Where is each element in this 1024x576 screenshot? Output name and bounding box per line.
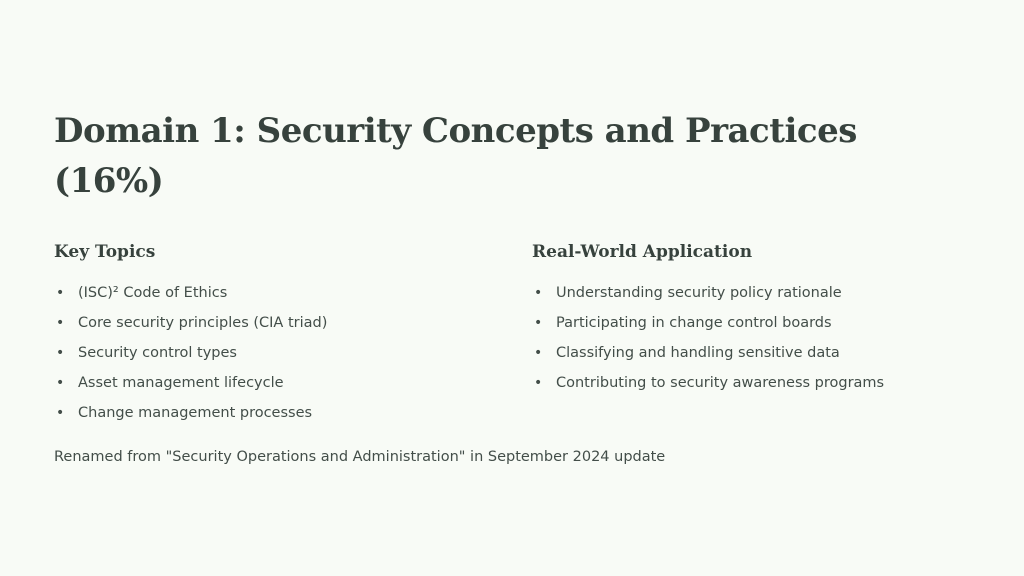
list-item-text: (ISC)² Code of Ethics [78, 285, 228, 301]
bullet-icon: • [534, 375, 543, 391]
list-item [532, 368, 972, 398]
list-item [54, 278, 484, 308]
slide-title: Domain 1: Security Concepts and Practices (16%) [54, 111, 857, 201]
list-item [54, 338, 484, 368]
bullet-icon: • [56, 345, 65, 361]
list-item-text: Asset management lifecycle [78, 375, 284, 391]
bullet-icon: • [534, 345, 543, 361]
key-topics-column [54, 240, 484, 428]
bullet-icon: • [56, 315, 65, 331]
bullet-icon: • [534, 285, 543, 301]
list-item [532, 338, 972, 368]
list-item-text: Change management processes [78, 405, 313, 421]
real-world-column [532, 240, 972, 398]
real-world-heading: Real-World Application [532, 242, 753, 262]
bullet-icon: • [56, 375, 65, 391]
list-item-text: Contributing to security awareness programs [556, 375, 885, 391]
list-item-text: Understanding security policy rationale [556, 285, 842, 301]
list-item [54, 308, 484, 338]
list-item-text: Security control types [78, 345, 237, 361]
bullet-icon: • [534, 315, 543, 331]
list-item [54, 398, 484, 428]
key-topics-list [54, 278, 484, 428]
bullet-icon: • [56, 285, 65, 301]
key-topics-heading: Key Topics [54, 242, 156, 262]
real-world-list [532, 278, 972, 398]
footnote: Renamed from "Security Operations and Administration" in September 2024 update [54, 449, 666, 465]
list-item [532, 278, 972, 308]
list-item [532, 308, 972, 338]
bullet-icon: • [56, 405, 65, 421]
list-item-text: Participating in change control boards [556, 315, 832, 331]
list-item-text: Core security principles (CIA triad) [78, 315, 328, 331]
list-item-text: Classifying and handling sensitive data [556, 345, 840, 361]
list-item [54, 368, 484, 398]
